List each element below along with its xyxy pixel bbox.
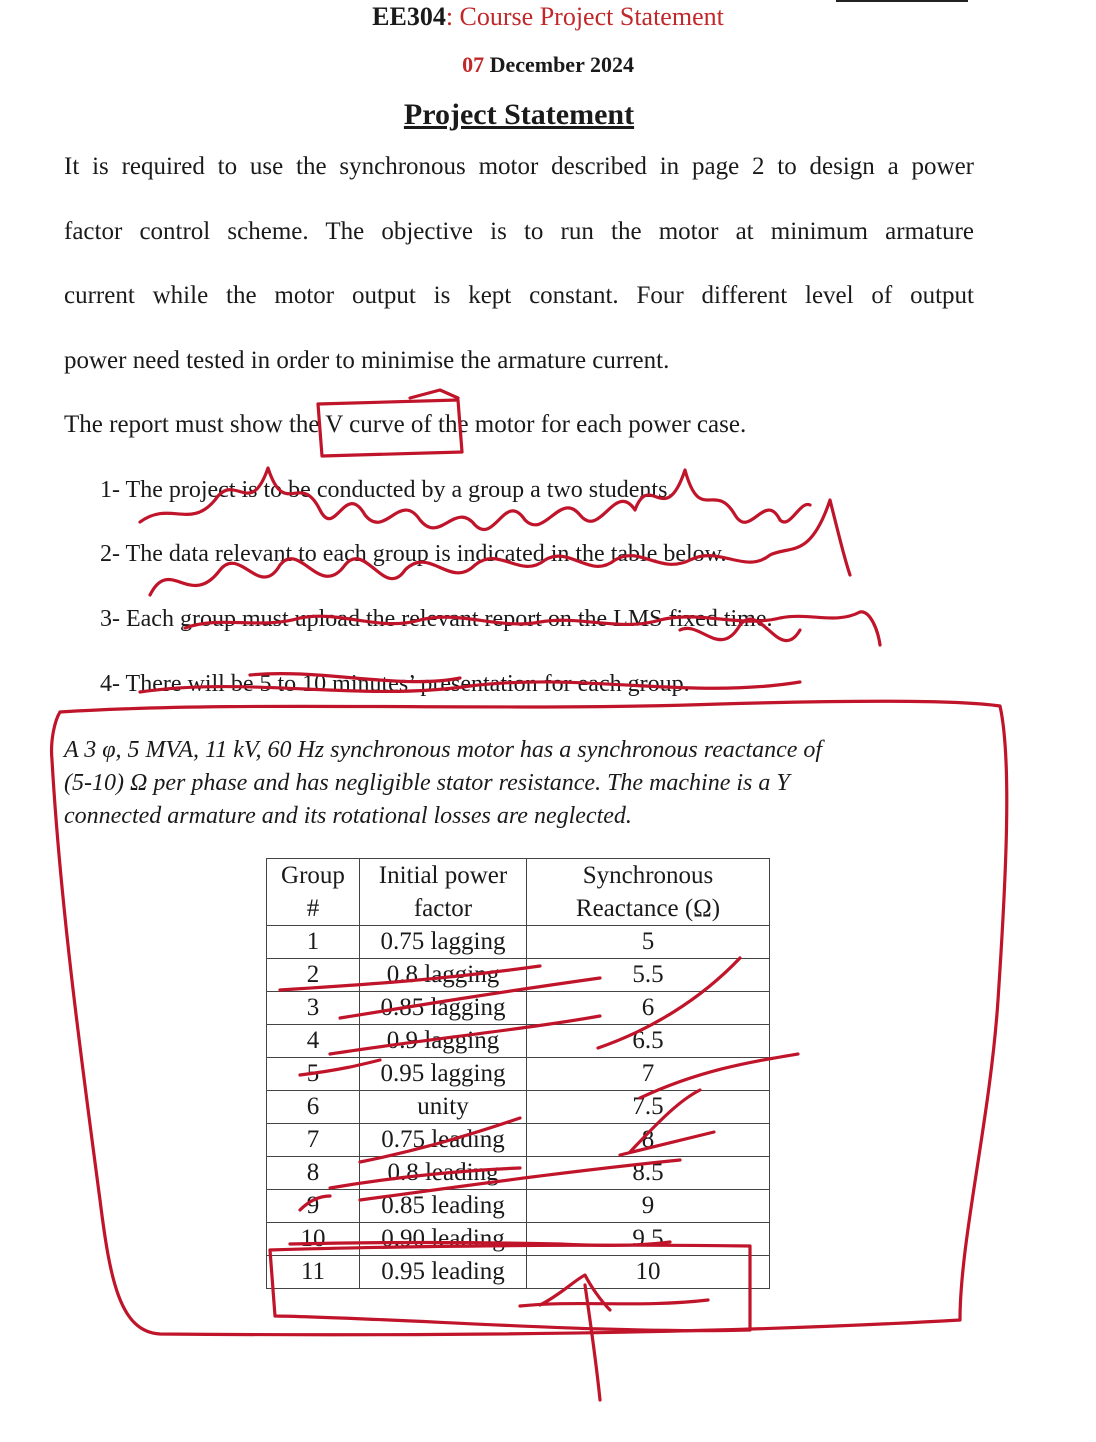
table-row: 9 0.85 leading 9 bbox=[267, 1190, 770, 1223]
rule-item-3: 3- Each group must upload the relevant report on the LMS fixed time. bbox=[100, 606, 773, 632]
table-row: 1 0.75 lagging 5 bbox=[267, 926, 770, 959]
report-requirement: The report must show the V curve of the motor for each power case. bbox=[64, 411, 747, 438]
group-data-table bbox=[266, 858, 770, 1289]
course-code: EE304 bbox=[372, 2, 446, 31]
table-row: 5 0.95 lagging 7 bbox=[267, 1058, 770, 1091]
table-header-row bbox=[267, 859, 770, 926]
course-title: : Course Project Statement bbox=[445, 2, 724, 31]
table-row: 8 0.8 leading 8.5 bbox=[267, 1157, 770, 1190]
intro-line-4: power need tested in order to minimise the armature current. bbox=[64, 347, 670, 374]
motor-description bbox=[64, 734, 964, 833]
annotation-arrow-v-curve bbox=[410, 390, 458, 398]
rule-item-1: 1- The project is to be conducted by a group a two students. bbox=[100, 477, 674, 503]
rule-item-4: 4- There will be 5 to 10 minutes’ presentation for each group. bbox=[100, 671, 690, 697]
rule-item-2: 2- The data relevant to each group is indicated in the table below. bbox=[100, 541, 727, 567]
motor-description-line-2: (5-10) Ω per phase and has negligible stator resistance. The machine is a Y bbox=[64, 770, 790, 796]
table-row: 2 0.8 lagging 5.5 bbox=[267, 959, 770, 992]
motor-description-line-3: connected armature and its rotational losses are neglected. bbox=[64, 803, 632, 829]
intro-line-1: It is required to use the synchronous motor described in page 2 to design a power bbox=[64, 153, 974, 180]
date-day: 07 bbox=[462, 52, 485, 77]
header-power-factor: Initial power factor bbox=[360, 859, 527, 926]
table-row: 4 0.9 lagging 6.5 bbox=[267, 1025, 770, 1058]
motor-description-line-1: A 3 φ, 5 MVA, 11 kV, 60 Hz synchronous motor has a synchronous reactance of bbox=[64, 737, 823, 763]
header-group: Group # bbox=[267, 859, 360, 926]
section-heading: Project Statement bbox=[403, 98, 635, 131]
document-date bbox=[0, 52, 1096, 78]
header-reactance: Synchronous Reactance (Ω) bbox=[527, 859, 770, 926]
table-row: 3 0.85 lagging 6 bbox=[267, 992, 770, 1025]
annotation-arrow-up bbox=[540, 1275, 610, 1400]
intro-line-2: factor control scheme. The objective is to run the motor at minimum armature bbox=[64, 218, 974, 245]
date-rest: December 2024 bbox=[484, 52, 634, 77]
table-row: 10 0.90 leading 9.5 bbox=[267, 1223, 770, 1256]
table-row: 6 unity 7.5 bbox=[267, 1091, 770, 1124]
table-row: 7 0.75 leading 8 bbox=[267, 1124, 770, 1157]
annotation-underline-last-row bbox=[520, 1300, 708, 1306]
intro-line-3: current while the motor output is kept constant. Four different level of output bbox=[64, 282, 974, 309]
page-title bbox=[0, 2, 1096, 32]
table-row: 11 0.95 leading 10 bbox=[267, 1256, 770, 1289]
